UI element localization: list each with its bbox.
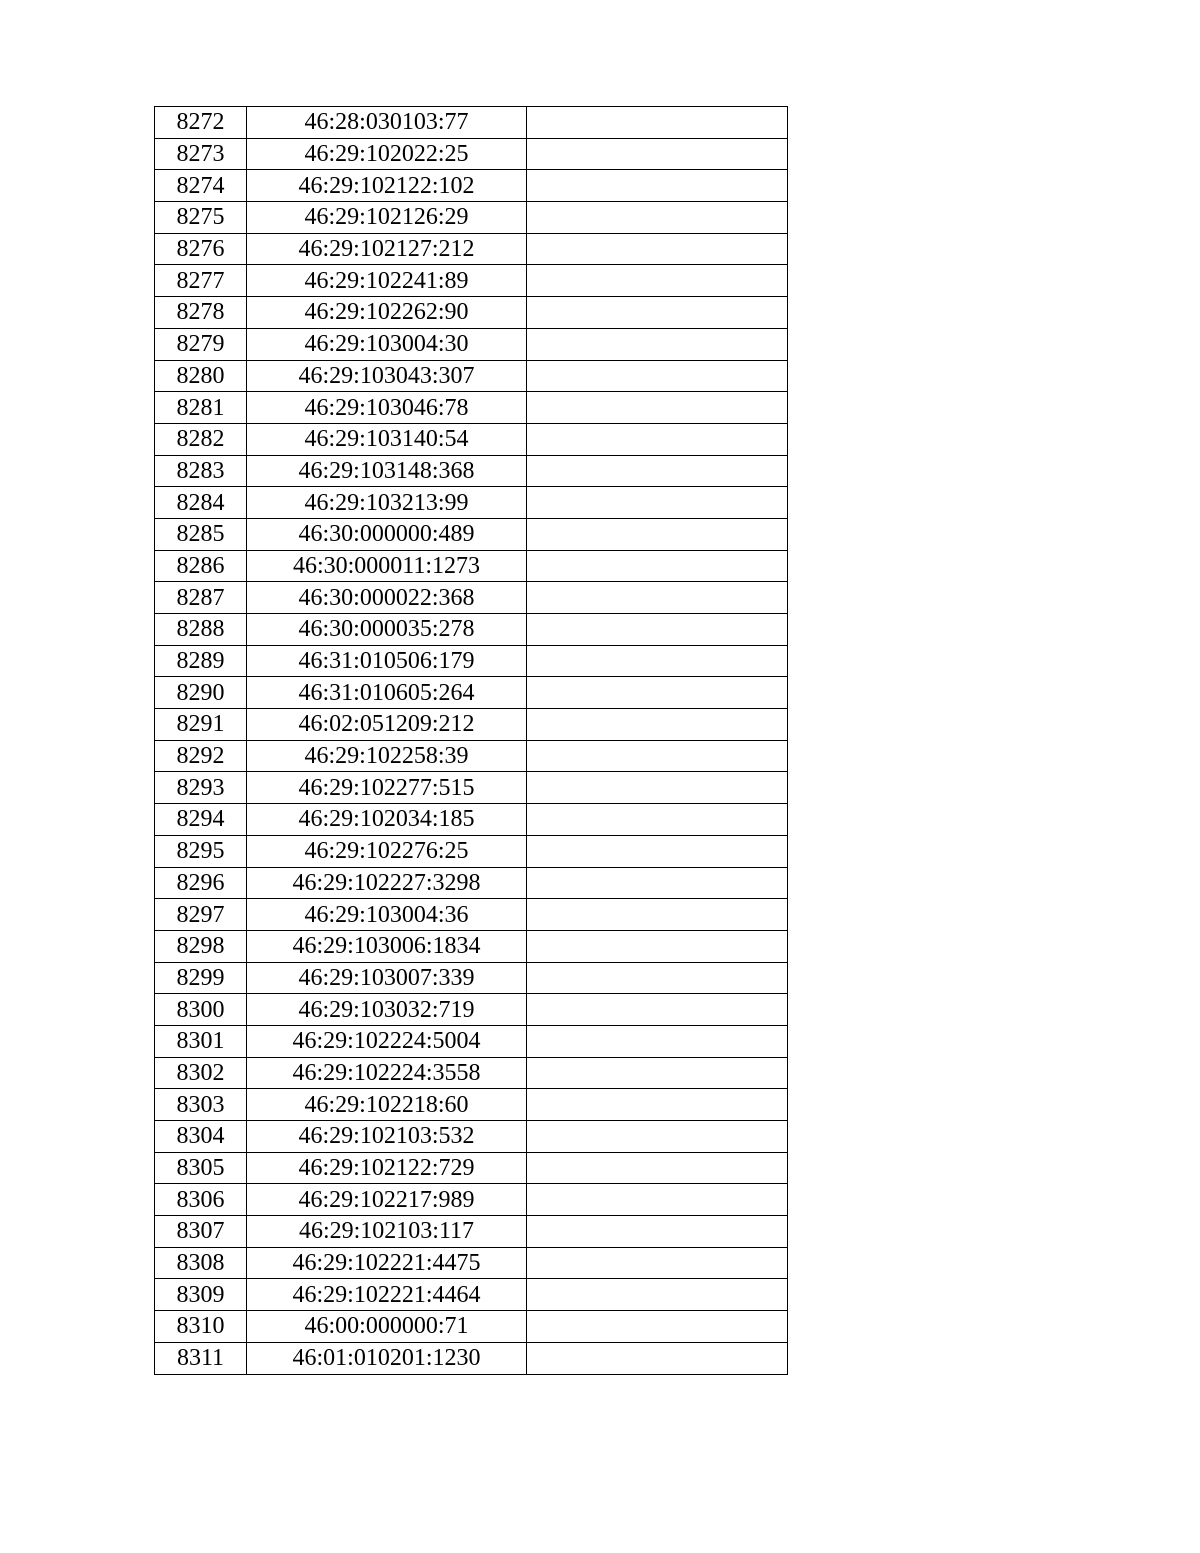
table-row — [155, 835, 788, 867]
cadastral-number-cell: 46:29:103140:54 — [247, 423, 527, 455]
table-row — [155, 740, 788, 772]
cadastral-number-cell: 46:29:102103:117 — [247, 1216, 527, 1248]
row-number-cell: 8277 — [155, 265, 247, 297]
note-cell — [527, 740, 788, 772]
row-number-cell: 8300 — [155, 994, 247, 1026]
table-row — [155, 1311, 788, 1343]
cadastral-number-cell: 46:29:102221:4464 — [247, 1279, 527, 1311]
row-number-cell: 8289 — [155, 645, 247, 677]
note-cell — [527, 962, 788, 994]
table-row — [155, 1279, 788, 1311]
table-row — [155, 709, 788, 741]
row-number-cell: 8293 — [155, 772, 247, 804]
cadastral-number-cell: 46:30:000011:1273 — [247, 550, 527, 582]
cadastral-number-cell: 46:29:103043:307 — [247, 360, 527, 392]
row-number-cell: 8275 — [155, 202, 247, 234]
row-number-cell: 8287 — [155, 582, 247, 614]
table-row — [155, 297, 788, 329]
table-row — [155, 962, 788, 994]
row-number-cell: 8288 — [155, 614, 247, 646]
note-cell — [527, 930, 788, 962]
table-row — [155, 328, 788, 360]
row-number-cell: 8281 — [155, 392, 247, 424]
table-row — [155, 265, 788, 297]
row-number-cell: 8291 — [155, 709, 247, 741]
row-number-cell: 8280 — [155, 360, 247, 392]
cadastral-number-cell: 46:29:102122:102 — [247, 170, 527, 202]
table-row — [155, 202, 788, 234]
cadastral-number-cell: 46:29:102122:729 — [247, 1152, 527, 1184]
cadastral-number-cell: 46:30:000035:278 — [247, 614, 527, 646]
note-cell — [527, 1184, 788, 1216]
table-row — [155, 1247, 788, 1279]
cadastral-number-cell: 46:29:102221:4475 — [247, 1247, 527, 1279]
cadastral-number-cell: 46:29:102217:989 — [247, 1184, 527, 1216]
row-number-cell: 8306 — [155, 1184, 247, 1216]
row-number-cell: 8273 — [155, 138, 247, 170]
table-row — [155, 614, 788, 646]
note-cell — [527, 645, 788, 677]
row-number-cell: 8282 — [155, 423, 247, 455]
cadastral-number-cell: 46:29:103213:99 — [247, 487, 527, 519]
table-row — [155, 1057, 788, 1089]
table-row — [155, 582, 788, 614]
cadastral-number-cell: 46:30:000022:368 — [247, 582, 527, 614]
cadastral-number-cell: 46:29:102127:212 — [247, 233, 527, 265]
cadastral-number-cell: 46:01:010201:1230 — [247, 1342, 527, 1374]
note-cell — [527, 360, 788, 392]
cadastral-number-cell: 46:29:102103:532 — [247, 1121, 527, 1153]
cadastral-number-cell: 46:29:103004:30 — [247, 328, 527, 360]
table-row — [155, 1121, 788, 1153]
cadastral-number-cell: 46:30:000000:489 — [247, 518, 527, 550]
table-row — [155, 899, 788, 931]
note-cell — [527, 170, 788, 202]
cadastral-number-cell: 46:31:010605:264 — [247, 677, 527, 709]
cadastral-number-cell: 46:00:000000:71 — [247, 1311, 527, 1343]
note-cell — [527, 867, 788, 899]
cadastral-number-cell: 46:29:102034:185 — [247, 804, 527, 836]
table-row — [155, 392, 788, 424]
row-number-cell: 8285 — [155, 518, 247, 550]
note-cell — [527, 1279, 788, 1311]
cadastral-number-cell: 46:29:103046:78 — [247, 392, 527, 424]
cadastral-number-cell: 46:29:102276:25 — [247, 835, 527, 867]
cadastral-number-cell: 46:29:103006:1834 — [247, 930, 527, 962]
table-row — [155, 1184, 788, 1216]
cadastral-number-cell: 46:29:102126:29 — [247, 202, 527, 234]
note-cell — [527, 1247, 788, 1279]
table-row — [155, 550, 788, 582]
row-number-cell: 8272 — [155, 107, 247, 139]
table-row — [155, 772, 788, 804]
note-cell — [527, 709, 788, 741]
table-row — [155, 867, 788, 899]
table-row — [155, 360, 788, 392]
note-cell — [527, 487, 788, 519]
note-cell — [527, 1057, 788, 1089]
cadastral-number-cell: 46:02:051209:212 — [247, 709, 527, 741]
row-number-cell: 8276 — [155, 233, 247, 265]
cadastral-number-cell: 46:29:102218:60 — [247, 1089, 527, 1121]
note-cell — [527, 899, 788, 931]
table-row — [155, 1342, 788, 1374]
cadastral-number-cell: 46:28:030103:77 — [247, 107, 527, 139]
row-number-cell: 8274 — [155, 170, 247, 202]
cadastral-number-cell: 46:29:103004:36 — [247, 899, 527, 931]
note-cell — [527, 804, 788, 836]
note-cell — [527, 455, 788, 487]
table-row — [155, 1025, 788, 1057]
note-cell — [527, 835, 788, 867]
row-number-cell: 8299 — [155, 962, 247, 994]
cadastral-number-cell: 46:29:102227:3298 — [247, 867, 527, 899]
row-number-cell: 8286 — [155, 550, 247, 582]
note-cell — [527, 297, 788, 329]
note-cell — [527, 233, 788, 265]
cadastral-number-cell: 46:29:103007:339 — [247, 962, 527, 994]
cadastral-number-cell: 46:29:102241:89 — [247, 265, 527, 297]
note-cell — [527, 107, 788, 139]
row-number-cell: 8309 — [155, 1279, 247, 1311]
row-number-cell: 8301 — [155, 1025, 247, 1057]
row-number-cell: 8295 — [155, 835, 247, 867]
row-number-cell: 8311 — [155, 1342, 247, 1374]
note-cell — [527, 1311, 788, 1343]
note-cell — [527, 518, 788, 550]
note-cell — [527, 1025, 788, 1057]
row-number-cell: 8294 — [155, 804, 247, 836]
row-number-cell: 8298 — [155, 930, 247, 962]
table-row — [155, 455, 788, 487]
row-number-cell: 8290 — [155, 677, 247, 709]
table-row — [155, 107, 788, 139]
cadastral-number-cell: 46:29:102277:515 — [247, 772, 527, 804]
note-cell — [527, 138, 788, 170]
note-cell — [527, 1089, 788, 1121]
cadastral-number-cell: 46:31:010506:179 — [247, 645, 527, 677]
cadastral-table — [154, 106, 788, 1375]
table-row — [155, 170, 788, 202]
table-row — [155, 233, 788, 265]
table-row — [155, 994, 788, 1026]
cadastral-number-cell: 46:29:102262:90 — [247, 297, 527, 329]
note-cell — [527, 202, 788, 234]
row-number-cell: 8292 — [155, 740, 247, 772]
cadastral-number-cell: 46:29:102258:39 — [247, 740, 527, 772]
row-number-cell: 8297 — [155, 899, 247, 931]
note-cell — [527, 1152, 788, 1184]
table-row — [155, 487, 788, 519]
note-cell — [527, 772, 788, 804]
cadastral-number-cell: 46:29:102224:3558 — [247, 1057, 527, 1089]
row-number-cell: 8307 — [155, 1216, 247, 1248]
row-number-cell: 8303 — [155, 1089, 247, 1121]
row-number-cell: 8308 — [155, 1247, 247, 1279]
note-cell — [527, 994, 788, 1026]
cadastral-number-cell: 46:29:102022:25 — [247, 138, 527, 170]
note-cell — [527, 1342, 788, 1374]
table-row — [155, 138, 788, 170]
cadastral-number-cell: 46:29:103148:368 — [247, 455, 527, 487]
table-body — [155, 107, 788, 1375]
row-number-cell: 8304 — [155, 1121, 247, 1153]
note-cell — [527, 265, 788, 297]
note-cell — [527, 1121, 788, 1153]
cadastral-number-cell: 46:29:102224:5004 — [247, 1025, 527, 1057]
table-row — [155, 930, 788, 962]
table-row — [155, 1152, 788, 1184]
table-row — [155, 677, 788, 709]
note-cell — [527, 328, 788, 360]
note-cell — [527, 677, 788, 709]
row-number-cell: 8310 — [155, 1311, 247, 1343]
row-number-cell: 8278 — [155, 297, 247, 329]
table-row — [155, 1216, 788, 1248]
note-cell — [527, 550, 788, 582]
table-row — [155, 423, 788, 455]
row-number-cell: 8305 — [155, 1152, 247, 1184]
row-number-cell: 8296 — [155, 867, 247, 899]
row-number-cell: 8279 — [155, 328, 247, 360]
row-number-cell: 8284 — [155, 487, 247, 519]
table-row — [155, 804, 788, 836]
note-cell — [527, 582, 788, 614]
note-cell — [527, 1216, 788, 1248]
cadastral-number-cell: 46:29:103032:719 — [247, 994, 527, 1026]
note-cell — [527, 614, 788, 646]
note-cell — [527, 423, 788, 455]
table-row — [155, 518, 788, 550]
table-row — [155, 1089, 788, 1121]
row-number-cell: 8302 — [155, 1057, 247, 1089]
table-row — [155, 645, 788, 677]
row-number-cell: 8283 — [155, 455, 247, 487]
note-cell — [527, 392, 788, 424]
